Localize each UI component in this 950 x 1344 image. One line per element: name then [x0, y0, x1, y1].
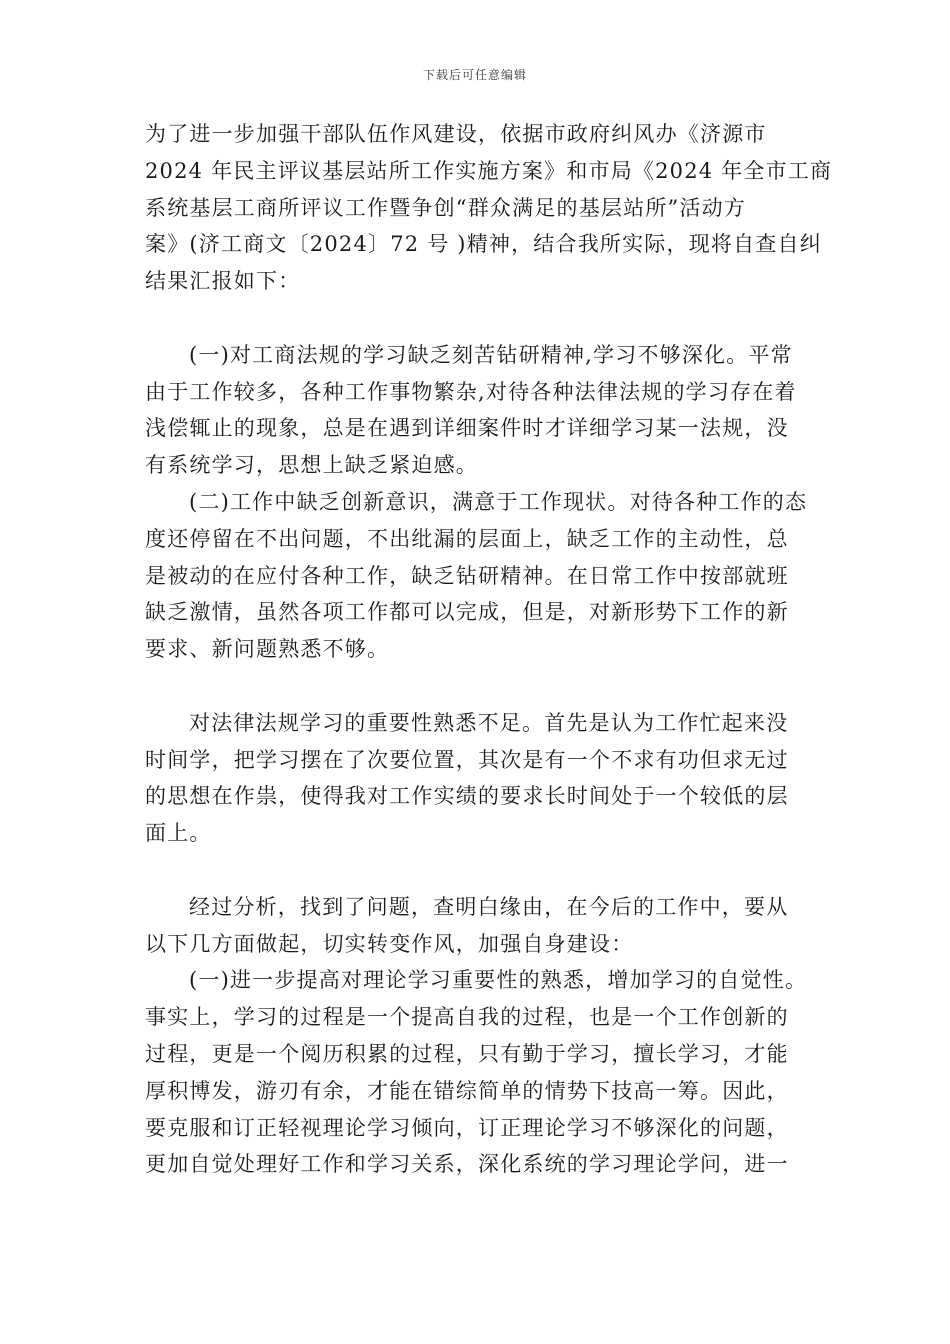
paragraph-problem-2 — [145, 484, 808, 668]
paragraph-intro — [145, 116, 833, 300]
text-line: 事实上，学习的过程是一个提高自我的过程，也是一个工作创新的 — [145, 1005, 789, 1030]
text-line: 浅偿辄止的现象，总是在遇到详细案件时才详细学习某一法规，没 — [145, 416, 789, 441]
text-line: 以下几方面做起，切实转变作风，加强自身建设： — [145, 931, 634, 956]
text-line: 过程，更是一个阅历积累的过程，只有勤于学习，擅长学习，才能 — [145, 1041, 789, 1066]
paragraph-cause — [145, 705, 805, 852]
paragraph-measure-1 — [145, 962, 808, 1183]
document-body — [145, 116, 833, 1183]
text-line: 经过分析，找到了问题，查明白缘由，在今后的工作中，要从 — [189, 894, 789, 919]
text-line: 面上。 — [145, 821, 212, 846]
text-line: 的思想在作祟，使得我对工作实绩的要求长时间处于一个较低的层 — [145, 784, 789, 809]
text-line: 由于工作较多，各种工作事物繁杂,对待各种法律法规的学习存在着 — [145, 379, 797, 404]
text-line: 案》(济工商文〔2024〕72 号 )精神，结合我所实际，现将自查自纠 — [145, 232, 822, 257]
text-line: 缺乏激情，虽然各项工作都可以完成，但是，对新形势下工作的新 — [145, 600, 789, 625]
text-line: 厚积博发，游刃有余，才能在错综简单的情势下技高一筹。因此， — [145, 1078, 789, 1103]
text-line: (二)工作中缺乏创新意识，满意于工作现状。对待各种工作的态 — [189, 489, 808, 514]
text-line: 是被动的在应付各种工作，缺乏钻研精神。在日常工作中按部就班 — [145, 563, 789, 588]
paragraph-problem-1 — [145, 337, 805, 484]
page-header-note: 下载后可任意编辑 — [422, 68, 527, 82]
text-line: 有系统学习，思想上缺乏紧迫感。 — [145, 453, 478, 478]
text-line: 为了进一步加强干部队伍作风建设，依据市政府纠风办《济源市 — [145, 122, 767, 146]
paragraph-measures-intro — [145, 889, 805, 963]
text-line: 结果汇报如下： — [145, 269, 301, 294]
text-line: 系统基层工商所评议工作暨争创“群众满足的基层站所”活动方 — [145, 195, 747, 220]
text-line: 度还停留在不出问题，不出纰漏的层面上，缺乏工作的主动性，总 — [145, 526, 789, 551]
text-line: (一)对工商法规的学习缺乏刻苦钻研精神,学习不够深化。平常 — [189, 342, 793, 367]
text-line: 更加自觉处理好工作和学习关系，深化系统的学习理论学问，进一 — [145, 1152, 789, 1177]
text-line: 要克服和订正轻视理论学习倾向，订正理论学习不够深化的问题， — [145, 1115, 789, 1140]
text-line: 要求、新问题熟悉不够。 — [145, 637, 390, 662]
text-line: 对法律法规学习的重要性熟悉不足。首先是认为工作忙起来没 — [189, 710, 789, 735]
text-line: 2024 年民主评议基层站所工作实施方案》和市局《2024 年全市工商 — [145, 158, 833, 183]
text-line: (一)进一步提高对理论学习重要性的熟悉，增加学习的自觉性。 — [189, 968, 808, 993]
text-line: 时间学，把学习摆在了次要位置，其次是有一个不求有功但求无过 — [145, 747, 789, 772]
